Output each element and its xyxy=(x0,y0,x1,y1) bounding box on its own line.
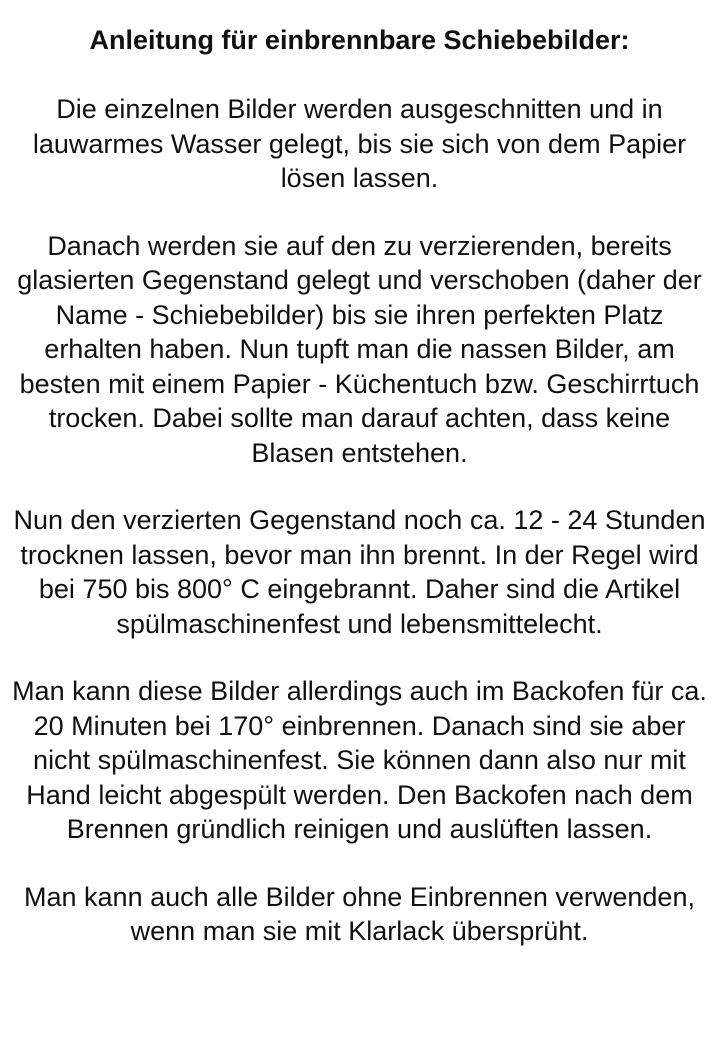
document-title: Anleitung für einbrennbare Schiebebilder: xyxy=(89,25,630,55)
paragraph-oven-baking: Man kann diese Bilder allerdings auch im Backofen für ca. 20 Minuten bei 170° einbrennen. Danach sind sie aber nicht spülmaschinenfest. Sie können dann also nur mit Hand leicht abgespült werden. Den Backofen nach dem Brennen gründlich reinigen und auslüften lassen. xyxy=(12,676,707,844)
instruction-document xyxy=(12,22,707,949)
paragraph-clear-lacquer: Man kann auch alle Bilder ohne Einbrennen verwenden, wenn man sie mit Klarlack übersprüht. xyxy=(24,881,695,946)
paragraph-drying-firing: Nun den verzierten Gegenstand noch ca. 12 - 24 Stunden trocknen lassen, bevor man ihn brennt. In der Regel wird bei 750 bis 800° C eingebrannt. Daher sind die Artikel spülmaschinenfest und lebensmittelecht. xyxy=(13,505,706,639)
paragraph-placing: Danach werden sie auf den zu verzierenden, bereits glasierten Gegenstand gelegt und verschoben (daher der Name - Schiebebilder) bis sie ihren perfekten Platz erhalten haben. Nun tupft man die nassen Bilder, am besten mit einem Papier - Küchentuch bzw. Geschirrtuch trocken. Dabei sollte man darauf achten, dass keine Blasen entstehen. xyxy=(17,230,702,468)
paragraph-cutting: Die einzelnen Bilder werden ausgeschnitten und in lauwarmes Wasser gelegt, bis sie sich von dem Papier lösen lassen. xyxy=(32,94,687,193)
